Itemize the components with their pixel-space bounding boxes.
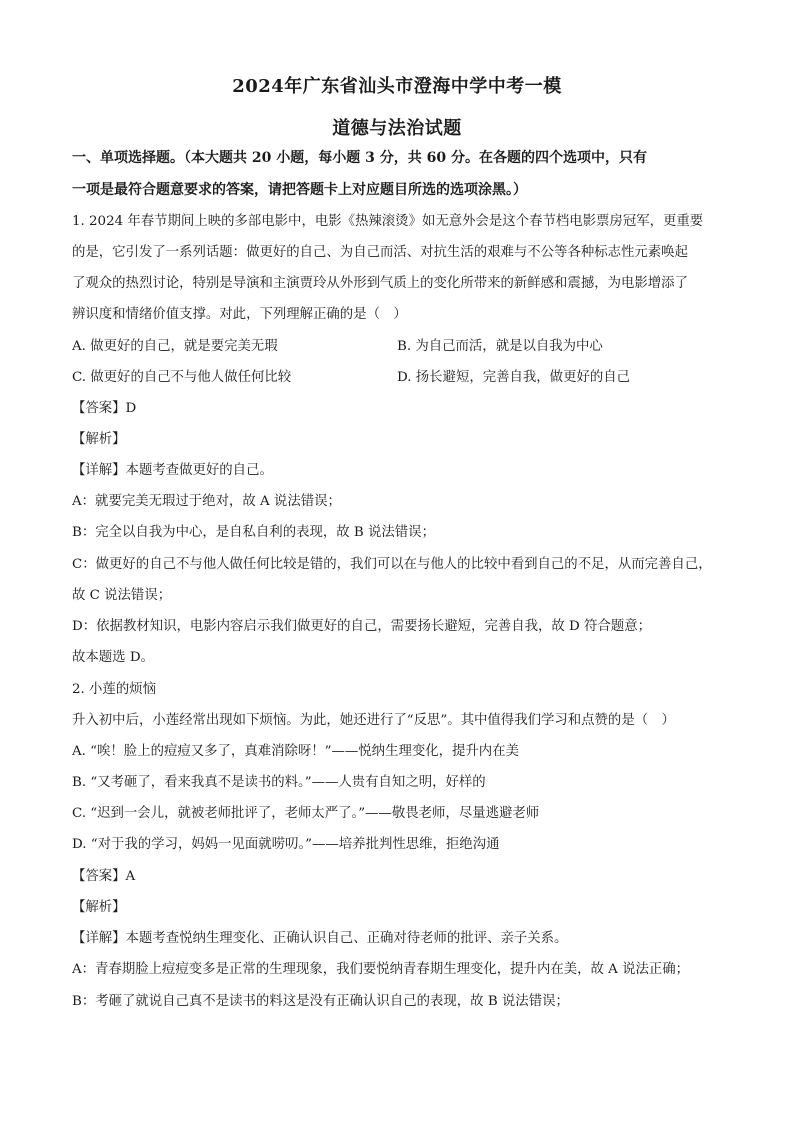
- exam-subtitle: 道德与法治试题: [332, 118, 462, 139]
- q1-detail-line-7: 故本题选 D。: [72, 650, 154, 665]
- q1-detail-line-4: C：做更好的自己不与他人做任何比较是错的，我们可以在与他人的比较中看到自己的不足，从而完善自己，: [72, 557, 712, 572]
- q2-detail-line-1: 【详解】本题考查悦纳生理变化、正确认识自己、正确对待老师的批评、亲子关系。: [72, 931, 568, 946]
- section-instruction-line-2: 一项是最符合题意要求的答案，请把答题卡上对应题目所选的选项涂黑。）: [72, 182, 527, 198]
- q2-detail-line-2: A：青春期脸上痘痘变多是正常的生理现象，我们要悦纳青春期生理变化，提升内在美，故 A 说法正确；: [72, 962, 690, 977]
- q2-stem: 升入初中后，小莲经常出现如下烦恼。为此，她还进行了“反思”。其中值得我们学习和点赞的是（ ）: [72, 713, 675, 728]
- q1-option-c: C. 做更好的自己不与他人做任何比较: [72, 370, 292, 385]
- q2-analysis-label: 【解析】: [72, 900, 126, 915]
- q2-option-a: A. “唉！脸上的痘痘又多了，真难消除呀！”——悦纳生理变化，提升内在美: [72, 744, 519, 759]
- section-instruction-line-1: 一、单项选择题。（本大题共 20 小题，每小题 3 分，共 60 分。在各题的四个选项中，只有: [72, 150, 647, 166]
- q1-detail-line-1: 【详解】本题考查做更好的自己。: [72, 463, 273, 478]
- q2-heading: 2. 小莲的烦恼: [72, 682, 156, 697]
- q1-stem-line-3: 了观众的热烈讨论，特别是导演和主演贾玲从外形到气质上的变化所带来的新鲜感和震撼，为电影增添了: [72, 276, 688, 291]
- q2-option-d: D. “对于我的学习，妈妈一见面就唠叨。”——培养批判性思维，拒绝沟通: [72, 837, 500, 852]
- q1-detail-line-6: D：依据教材知识，电影内容启示我们做更好的自己，需要扬长避短，完善自我，故 D 符合题意；: [72, 619, 651, 634]
- q1-detail-line-3: B：完全以自我为中心，是自私自利的表现，故 B 说法错误；: [72, 525, 435, 540]
- q1-detail-line-2: A：就要完美无瑕过于绝对，故 A 说法错误；: [72, 494, 341, 509]
- q1-option-a: A. 做更好的自己，就是要完美无瑕: [72, 339, 278, 354]
- exam-title: 2024年广东省汕头市澄海中学中考一模: [232, 76, 562, 97]
- q1-stem-line-1: 1. 2024 年春节期间上映的多部电影中，电影《热辣滚烫》如无意外会是这个春节档电影票房冠军，更重要: [72, 214, 704, 229]
- q1-analysis-label: 【解析】: [72, 432, 126, 447]
- q2-answer: 【答案】A: [72, 869, 136, 884]
- q2-option-c: C. “迟到一会儿，就被老师批评了，老师太严了。”——敬畏老师，尽量逃避老师: [72, 806, 540, 821]
- q2-option-b: B. “又考砸了，看来我真不是读书的料。”——人贵有自知之明，好样的: [72, 775, 486, 790]
- q1-option-b: B. 为自己而活，就是以自我为中心: [397, 339, 603, 354]
- q1-stem-line-2: 的是，它引发了一系列话题：做更好的自己、为自己而活、对抗生活的艰难与不公等各种标志性元素唤起: [72, 245, 688, 260]
- q1-option-d: D. 扬长避短，完善自我，做更好的自己: [397, 370, 631, 385]
- q1-answer: 【答案】D: [72, 401, 137, 416]
- q1-detail-line-5: 故 C 说法错误；: [72, 588, 172, 603]
- q1-stem-line-4: 辨识度和情绪价值支撑。对此，下列理解正确的是（ ）: [72, 307, 407, 322]
- q2-detail-line-3: B：考砸了就说自己真不是读书的料这是没有正确认识自己的表现，故 B 说法错误；: [72, 994, 569, 1009]
